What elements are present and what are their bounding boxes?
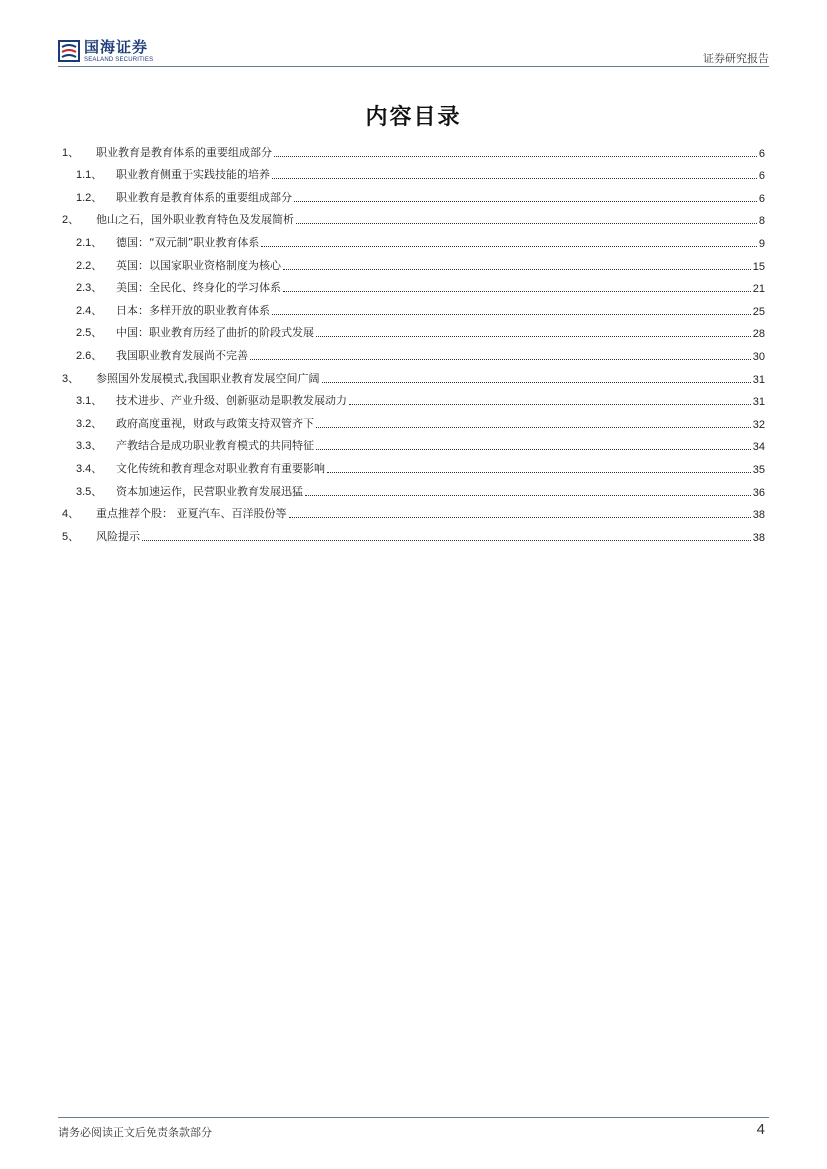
toc-entry-title: 职业教育侧重于实践技能的培养 — [116, 168, 270, 182]
toc-entry-title: 重点推荐个股： 亚夏汽车、百洋股份等 — [96, 507, 287, 521]
toc-entry-title: 政府高度重视，财政与政策支持双管齐下 — [116, 416, 314, 430]
toc-entry-page: 6 — [758, 192, 765, 205]
toc-entry-title: 中国：职业教育历经了曲折的阶段式发展 — [116, 326, 314, 340]
toc-entry-number: 3.5、 — [76, 485, 103, 498]
toc-entry-number: 4、 — [62, 508, 80, 521]
toc-entry-page: 15 — [752, 260, 765, 273]
toc-leader-dots — [296, 222, 757, 224]
toc-entry-page: 35 — [752, 463, 765, 476]
toc-leader-dots — [283, 268, 751, 270]
footer-divider — [58, 1117, 769, 1118]
toc-entry-title: 职业教育是教育体系的重要组成部分 — [96, 145, 272, 159]
toc-leader-dots — [142, 539, 751, 541]
toc-entry-page: 38 — [752, 531, 765, 544]
toc-leader-dots — [349, 403, 751, 405]
toc-entry-page: 36 — [752, 486, 765, 499]
toc-entry[interactable] — [62, 521, 765, 544]
toc-entry-page: 31 — [752, 396, 765, 409]
header-divider — [58, 66, 769, 67]
company-logo — [58, 36, 153, 66]
toc-entry-number: 1.2、 — [76, 191, 103, 204]
toc-entry[interactable] — [62, 273, 765, 296]
toc-entry[interactable] — [62, 386, 765, 409]
toc-entry-number: 3.4、 — [76, 462, 103, 475]
toc-entry-number: 2.4、 — [76, 304, 103, 317]
toc-entry-page: 25 — [752, 305, 765, 318]
toc-entry-title: 产教结合是成功职业教育模式的共同特征 — [116, 439, 314, 453]
toc-entry-title: 资本加速运作，民营职业教育发展迅猛 — [116, 484, 303, 498]
toc-leader-dots — [283, 290, 751, 292]
toc-leader-dots — [289, 516, 751, 518]
toc-entry[interactable] — [62, 499, 765, 522]
toc-leader-dots — [305, 494, 751, 496]
toc-leader-dots — [274, 155, 757, 157]
toc-entry-number: 2、 — [62, 214, 80, 227]
toc-entry-number: 3.1、 — [76, 395, 103, 408]
toc-entry-title: 我国职业教育发展尚不完善 — [116, 348, 248, 362]
toc-leader-dots — [316, 448, 751, 450]
toc-entry-number: 2.3、 — [76, 282, 103, 295]
toc-entry-title: 文化传统和教育理念对职业教育有重要影响 — [116, 461, 325, 475]
toc-entry[interactable] — [62, 182, 765, 205]
page-header — [58, 32, 769, 66]
toc-entry[interactable] — [62, 137, 765, 160]
toc-leader-dots — [322, 381, 751, 383]
toc-entry-title: 风险提示 — [96, 529, 140, 543]
toc-entry[interactable] — [62, 453, 765, 476]
toc-leader-dots — [316, 426, 751, 428]
toc-entry-title: 他山之石，国外职业教育特色及发展简析 — [96, 213, 294, 227]
toc-entry-page: 9 — [758, 237, 765, 250]
toc-entry-number: 1.1、 — [76, 169, 103, 182]
table-of-contents — [62, 137, 765, 544]
toc-entry[interactable] — [62, 227, 765, 250]
toc-entry-title: 参照国外发展模式,我国职业教育发展空间广阔 — [96, 371, 320, 385]
toc-entry[interactable] — [62, 476, 765, 499]
toc-entry[interactable] — [62, 160, 765, 183]
toc-entry-title: 技术进步、产业升级、创新驱动是职教发展动力 — [116, 394, 347, 408]
toc-entry-number: 3、 — [62, 372, 80, 385]
toc-entry-page: 8 — [758, 215, 765, 228]
toc-entry[interactable] — [62, 205, 765, 228]
toc-entry-page: 21 — [752, 283, 765, 296]
toc-leader-dots — [327, 471, 751, 473]
toc-entry[interactable] — [62, 408, 765, 431]
toc-entry[interactable] — [62, 363, 765, 386]
toc-entry-page: 31 — [752, 373, 765, 386]
toc-entry-number: 3.3、 — [76, 440, 103, 453]
logo-chinese-name: 国海证券 — [84, 37, 149, 56]
toc-title: 内容目录 — [365, 105, 462, 130]
logo-english-name: SEALAND SECURITIES — [84, 56, 154, 63]
toc-leader-dots — [294, 200, 757, 202]
toc-leader-dots — [261, 245, 756, 247]
toc-entry-title: 日本：多样开放的职业教育体系 — [116, 303, 270, 317]
toc-entry-page: 34 — [752, 441, 765, 454]
toc-leader-dots — [272, 313, 751, 315]
toc-entry-title: 美国：全民化、终身化的学习体系 — [116, 281, 281, 295]
toc-entry-number: 2.6、 — [76, 349, 103, 362]
toc-entry-number: 3.2、 — [76, 417, 103, 430]
toc-entry-page: 32 — [752, 418, 765, 431]
footer-disclaimer: 请务必阅读正文后免责条款部分 — [58, 1126, 212, 1139]
toc-entry[interactable] — [62, 295, 765, 318]
toc-entry[interactable] — [62, 431, 765, 454]
toc-entry-page: 6 — [758, 170, 765, 183]
toc-entry-page: 28 — [752, 328, 765, 341]
toc-entry[interactable] — [62, 318, 765, 341]
toc-entry-title: 英国：以国家职业资格制度为核心 — [116, 258, 281, 272]
logo-mark-icon — [58, 39, 80, 63]
toc-leader-dots — [250, 358, 751, 360]
toc-entry[interactable] — [62, 250, 765, 273]
toc-entry-number: 2.2、 — [76, 259, 103, 272]
toc-entry-number: 2.5、 — [76, 327, 103, 340]
toc-entry-number: 5、 — [62, 530, 80, 543]
page-number: 4 — [756, 1121, 765, 1138]
toc-leader-dots — [272, 177, 757, 179]
toc-entry-page: 30 — [752, 350, 765, 363]
toc-entry-page: 6 — [758, 147, 765, 160]
toc-leader-dots — [316, 335, 751, 337]
toc-entry-page: 38 — [752, 509, 765, 522]
report-type-label: 证券研究报告 — [703, 52, 769, 65]
toc-entry-number: 2.1、 — [76, 236, 103, 249]
toc-entry-title: 德国：“双元制”职业教育体系 — [116, 235, 260, 249]
toc-entry-title: 职业教育是教育体系的重要组成部分 — [116, 190, 292, 204]
toc-entry-number: 1、 — [62, 146, 80, 159]
toc-entry[interactable] — [62, 340, 765, 363]
